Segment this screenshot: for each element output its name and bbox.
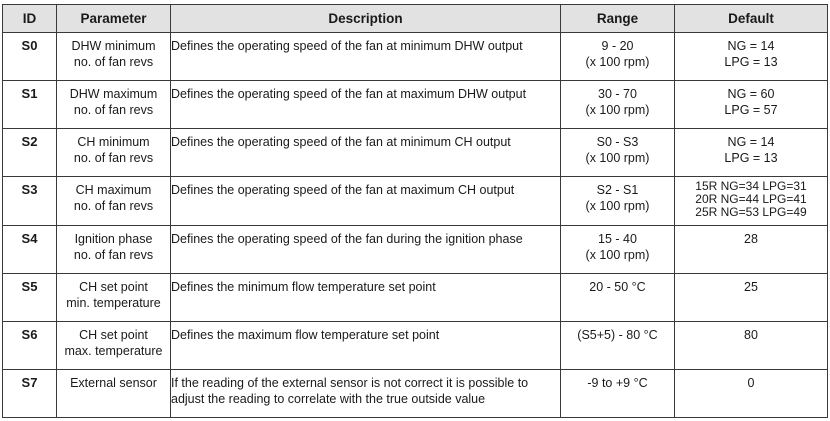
- description-line: Defines the operating speed of the fan at maximum DHW output: [171, 87, 527, 102]
- parameter-line: no. of fan revs: [73, 103, 154, 118]
- cell-range: [561, 33, 675, 81]
- parameter-line: max. temperature: [64, 343, 163, 358]
- default-line: 15R NG=34 LPG=31: [695, 179, 807, 194]
- default-line: NG = 14: [727, 39, 775, 53]
- cell-parameter: [57, 177, 171, 225]
- header-id: ID: [3, 5, 57, 33]
- default-line: 25: [744, 279, 758, 294]
- cell-range: [561, 225, 675, 273]
- range-line: (x 100 rpm): [585, 103, 650, 118]
- cell-id: S5: [3, 273, 57, 321]
- table-row: [3, 225, 828, 273]
- cell-parameter: [57, 369, 171, 417]
- cell-description: [171, 225, 561, 273]
- cell-description: [171, 129, 561, 177]
- range-line: (x 100 rpm): [585, 55, 650, 69]
- header-description: Description: [171, 5, 561, 33]
- parameter-line: no. of fan revs: [73, 151, 154, 166]
- description-line: Defines the operating speed of the fan during the ignition phase: [171, 231, 523, 246]
- default-line: 0: [747, 375, 755, 390]
- parameter-line: no. of fan revs: [73, 199, 154, 214]
- range-line: 9 - 20: [601, 39, 634, 53]
- default-line: LPG = 13: [724, 151, 778, 166]
- cell-default: [675, 81, 828, 129]
- description-line: adjust the reading to correlate with the true outside value: [171, 391, 486, 406]
- range-line: 15 - 40: [598, 231, 637, 246]
- cell-parameter: [57, 225, 171, 273]
- cell-description: [171, 177, 561, 225]
- table-row: [3, 273, 828, 321]
- parameter-line: CH set point: [79, 327, 148, 342]
- description-line: Defines the maximum flow temperature set point: [171, 327, 440, 342]
- cell-description: [171, 321, 561, 369]
- header-range: Range: [561, 5, 675, 33]
- cell-default: [675, 33, 828, 81]
- table-row: [3, 129, 828, 177]
- default-line: LPG = 57: [724, 103, 778, 118]
- default-line: 28: [744, 231, 758, 246]
- parameter-line: min. temperature: [66, 295, 161, 310]
- cell-range: [561, 273, 675, 321]
- cell-description: [171, 369, 561, 417]
- description-line: Defines the operating speed of the fan at minimum DHW output: [171, 39, 523, 53]
- header-row: [3, 5, 828, 33]
- range-line: S0 - S3: [596, 135, 639, 150]
- cell-default: [675, 225, 828, 273]
- default-line: LPG = 13: [724, 55, 778, 69]
- parameter-line: DHW maximum: [69, 87, 158, 102]
- cell-default: [675, 369, 828, 417]
- table-row: [3, 33, 828, 81]
- cell-description: [171, 33, 561, 81]
- range-line: (S5+5) - 80 °C: [577, 327, 658, 342]
- range-line: 20 - 50 °C: [589, 279, 646, 294]
- cell-id: S3: [3, 177, 57, 225]
- range-line: S2 - S1: [596, 183, 639, 198]
- cell-id: S2: [3, 129, 57, 177]
- cell-parameter: [57, 81, 171, 129]
- cell-id: S4: [3, 225, 57, 273]
- parameter-line: CH set point: [79, 279, 148, 294]
- cell-range: [561, 177, 675, 225]
- cell-range: [561, 81, 675, 129]
- cell-parameter: [57, 33, 171, 81]
- parameter-line: CH maximum: [75, 183, 152, 198]
- cell-description: [171, 81, 561, 129]
- table-row: [3, 369, 828, 417]
- range-line: (x 100 rpm): [585, 151, 650, 166]
- table-row: [3, 177, 828, 225]
- parameter-line: no. of fan revs: [73, 247, 154, 262]
- cell-range: [561, 369, 675, 417]
- description-line: If the reading of the external sensor is not correct it is possible to: [171, 375, 529, 390]
- cell-id: S7: [3, 369, 57, 417]
- table-body: [3, 33, 828, 418]
- parameter-line: CH minimum: [77, 135, 150, 150]
- header-parameter: Parameter: [57, 5, 171, 33]
- range-line: 30 - 70: [598, 87, 637, 102]
- description-line: Defines the operating speed of the fan at maximum CH output: [171, 183, 515, 198]
- cell-description: [171, 273, 561, 321]
- range-line: (x 100 rpm): [585, 199, 650, 214]
- cell-parameter: [57, 321, 171, 369]
- description-line: Defines the operating speed of the fan at minimum CH output: [171, 135, 511, 150]
- cell-default: [675, 129, 828, 177]
- cell-parameter: [57, 129, 171, 177]
- header-default: Default: [675, 5, 828, 33]
- parameter-line: no. of fan revs: [73, 55, 154, 69]
- default-line: NG = 14: [727, 135, 775, 150]
- parameter-line: DHW minimum: [71, 39, 156, 53]
- cell-id: S1: [3, 81, 57, 129]
- parameter-line: External sensor: [70, 375, 157, 390]
- cell-default: [675, 273, 828, 321]
- cell-range: [561, 129, 675, 177]
- table-row: [3, 81, 828, 129]
- default-line: 80: [744, 327, 758, 342]
- table-row: [3, 321, 828, 369]
- cell-id: S0: [3, 33, 57, 81]
- cell-id: S6: [3, 321, 57, 369]
- range-line: (x 100 rpm): [585, 247, 650, 262]
- description-line: Defines the minimum flow temperature set point: [171, 279, 436, 294]
- cell-range: [561, 321, 675, 369]
- parameter-line: Ignition phase: [74, 231, 153, 246]
- default-line: NG = 60: [727, 87, 775, 102]
- default-line: 25R NG=53 LPG=49: [695, 205, 807, 220]
- parameters-table: [2, 4, 828, 418]
- default-line: 20R NG=44 LPG=41: [695, 192, 807, 207]
- cell-parameter: [57, 273, 171, 321]
- cell-default: [675, 321, 828, 369]
- range-line: -9 to +9 °C: [587, 375, 648, 390]
- cell-default: [675, 177, 828, 225]
